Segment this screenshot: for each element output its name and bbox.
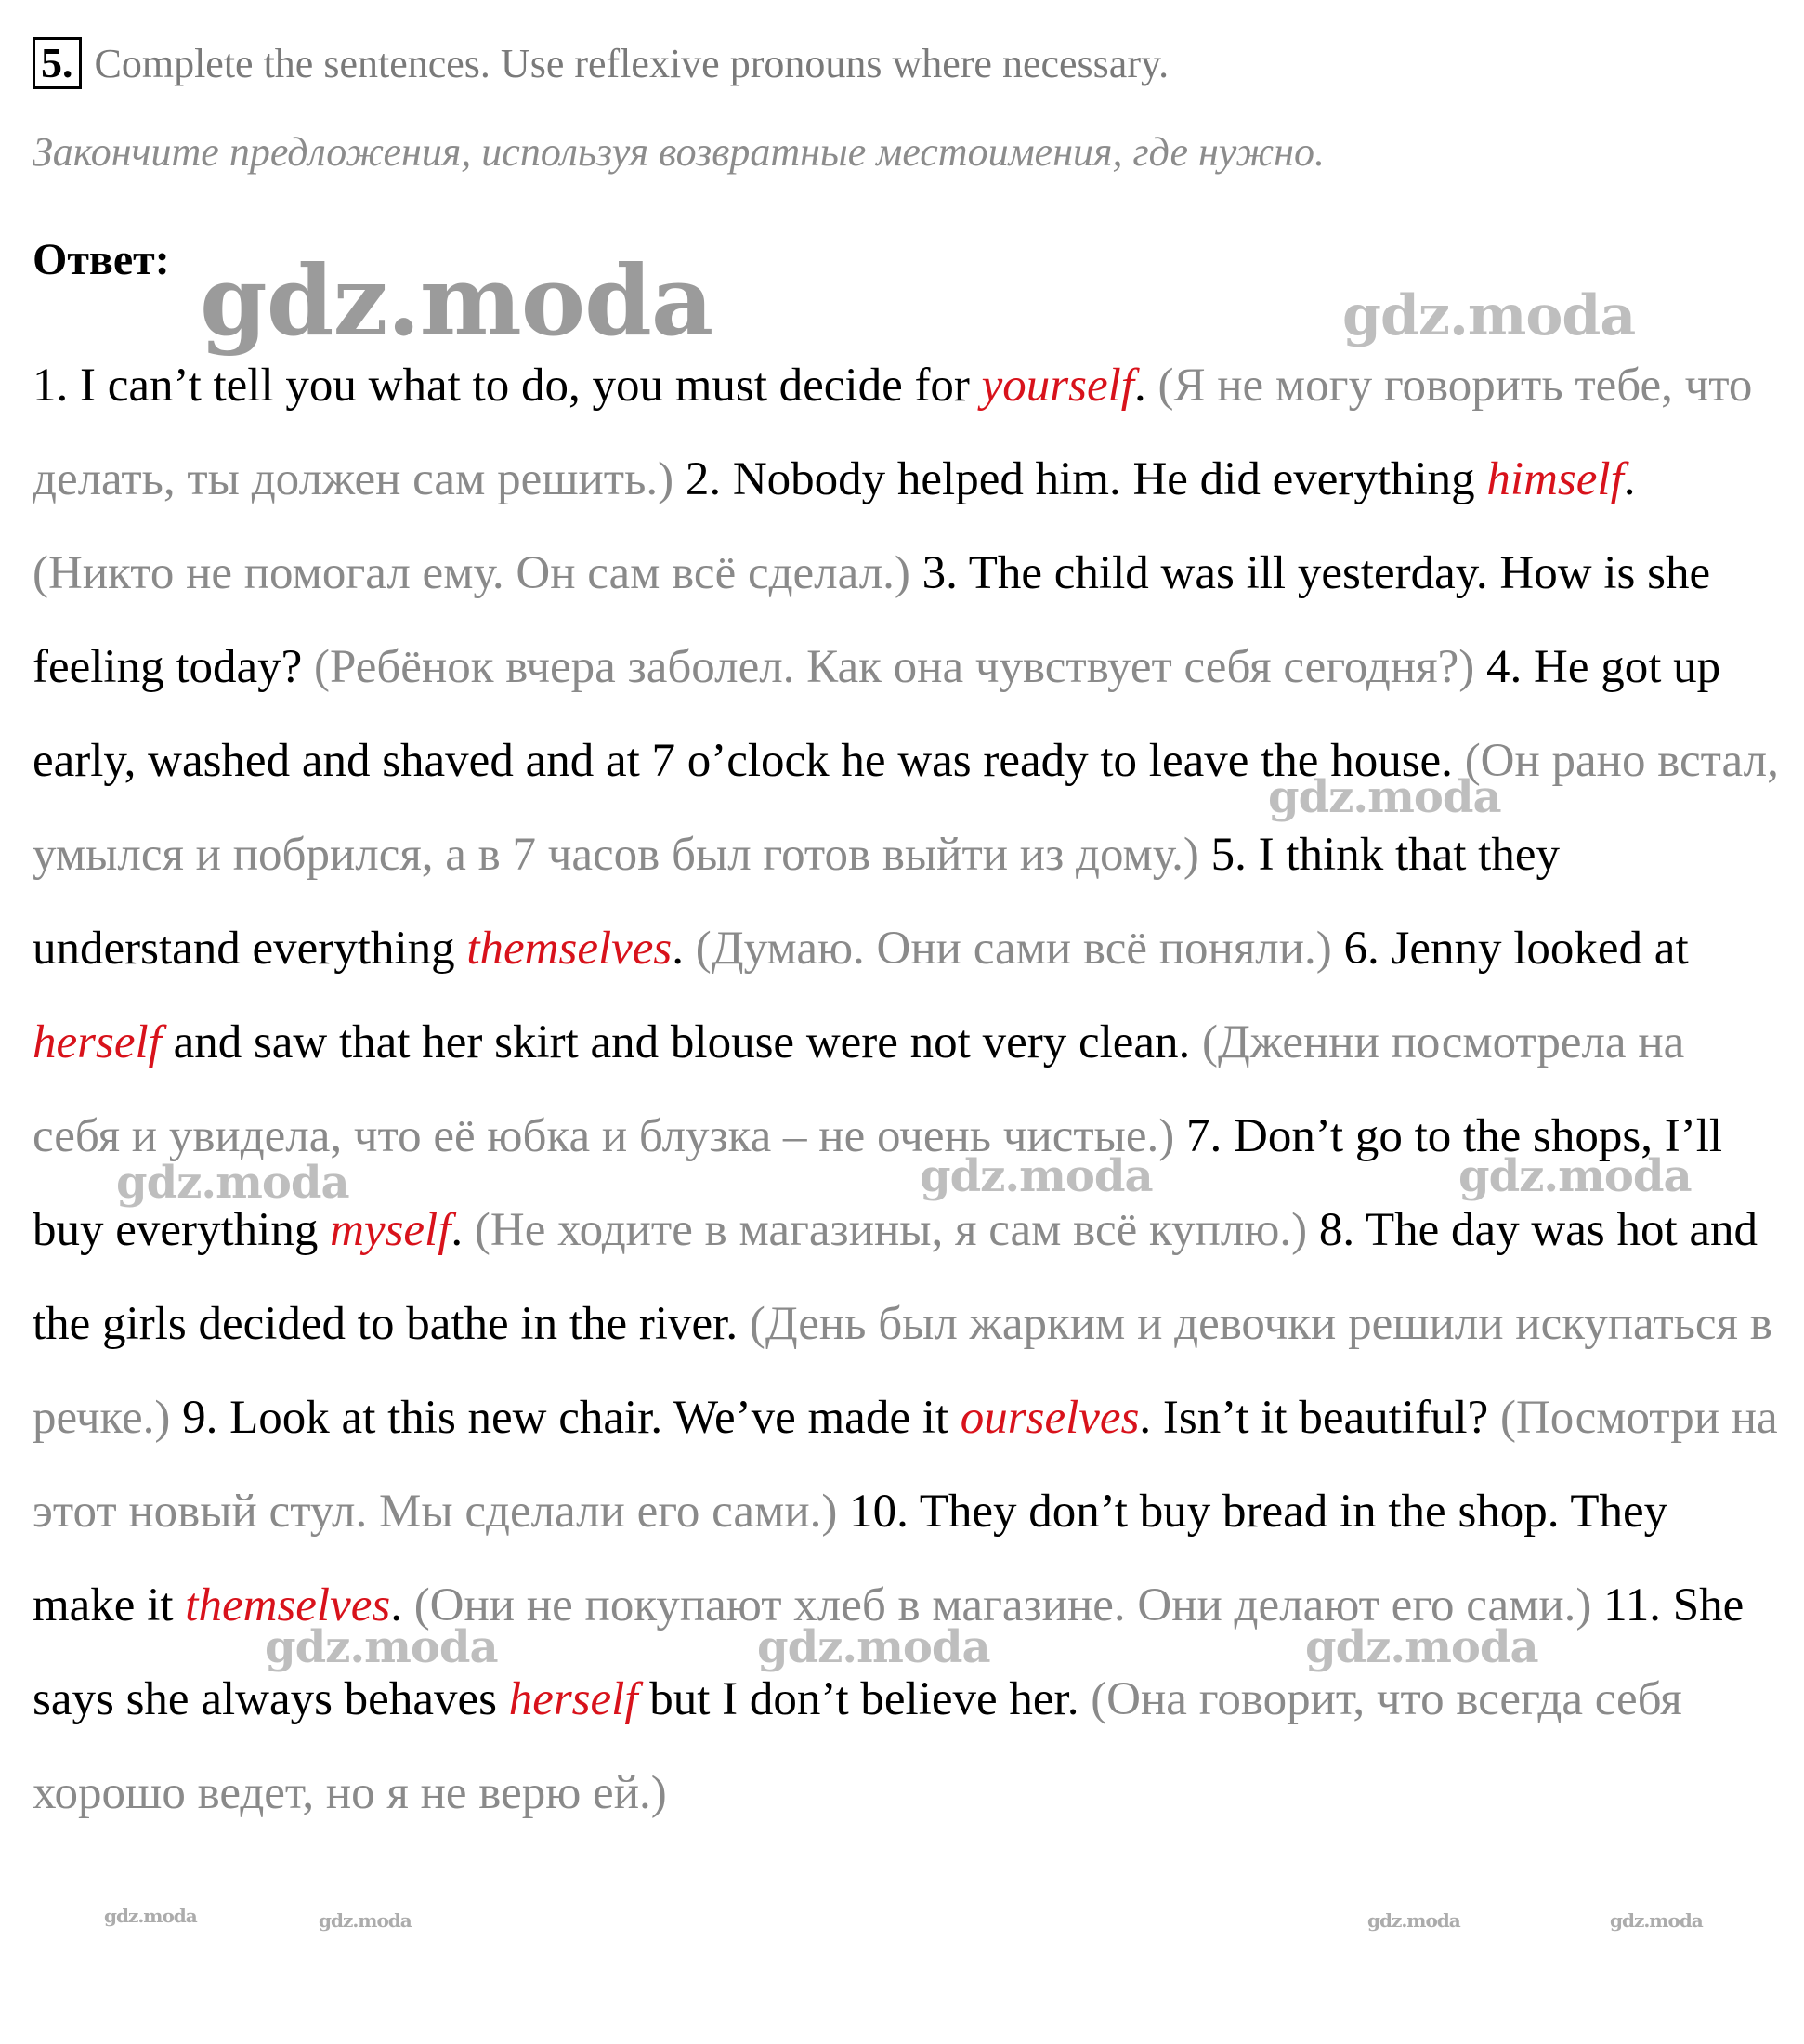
sentence-text: 10. They don’t buy bread in the shop. They make it	[33, 1486, 1668, 1631]
translation-text: (Ребёнок вчера заболел. Как она чувствует себя сегодня?)	[314, 641, 1486, 693]
sentence-text: 1. I can’t tell you what to do, you must decide for	[33, 360, 982, 412]
translation-text: (Думаю. Они сами всё поняли.)	[695, 923, 1344, 975]
answer-label: Ответ:	[33, 235, 170, 284]
sentence-text: . Isn’t it beautiful?	[1139, 1392, 1500, 1444]
sentence-text: 7. Don’t go to the shops, I’ll buy everything	[33, 1110, 1723, 1256]
task-instruction-en: Complete the sentences. Use reflexive pronouns where necessary.	[94, 40, 1170, 86]
translation-text: (Она говорит, что всегда себя хорошо ведет, но я не верю ей.)	[33, 1673, 1682, 1819]
task-number: 5.	[33, 37, 82, 89]
sentence-text: 9. Look at this new chair. We’ve made it	[182, 1392, 961, 1444]
translation-text: (День был жарким и девочки решили искупаться в речке.)	[33, 1298, 1772, 1444]
watermark-logo: gdz.moda	[200, 243, 713, 358]
reflexive-pronoun: herself	[508, 1673, 638, 1725]
translation-text: (Они не покупают хлеб в магазине. Они делают его сами.)	[413, 1579, 1604, 1631]
watermark-logo: gdz.moda	[757, 1621, 990, 1673]
translation-text: (Дженни посмотрела на себя и увидела, что её юбка и блузка – не очень чистые.)	[33, 1016, 1685, 1162]
reflexive-pronoun: myself	[330, 1204, 451, 1256]
translation-text: (Не ходите в магазины, я сам всё куплю.)	[474, 1204, 1319, 1256]
sentence-text: 6. Jenny looked at	[1343, 923, 1689, 975]
reflexive-pronoun: herself	[33, 1016, 162, 1068]
translation-text: (Я не могу говорить тебе, что делать, ты должен сам решить.)	[33, 360, 1753, 505]
task-header	[33, 37, 1169, 89]
watermark-logo: gdz.moda	[920, 1150, 1153, 1202]
watermark-logo: gdz.moda	[1342, 283, 1636, 348]
reflexive-pronoun: themselves	[466, 923, 673, 975]
sentence-text: 3. The child was ill yesterday. How is she feeling today?	[33, 547, 1711, 693]
watermark-logo: gdz.moda	[319, 1909, 412, 1932]
watermark-logo: gdz.moda	[104, 1905, 197, 1927]
reflexive-pronoun: themselves	[185, 1579, 391, 1631]
sentence-text: 8. The day was hot and the girls decided to bathe in the river.	[33, 1204, 1758, 1350]
translation-text: (Посмотри на этот новый стул. Мы сделали его сами.)	[33, 1392, 1778, 1538]
reflexive-pronoun: ourselves	[960, 1392, 1140, 1444]
sentence-text: 11. She says she always behaves	[33, 1579, 1745, 1725]
sentence-text: 4. He got up early, washed and shaved and at 7 o’clock he was ready to leave the house.	[33, 641, 1721, 787]
reflexive-pronoun: himself	[1486, 453, 1624, 505]
watermark-logo: gdz.moda	[265, 1621, 498, 1673]
watermark-logo: gdz.moda	[1367, 1909, 1460, 1932]
sentence-text: .	[672, 923, 696, 975]
watermark-logo: gdz.moda	[1610, 1909, 1703, 1932]
sentence-text: 5. I think that they understand everything	[33, 829, 1560, 975]
reflexive-pronoun: yourself	[981, 360, 1134, 412]
watermark-logo: gdz.moda	[1305, 1621, 1538, 1673]
sentence-text: .	[1133, 360, 1158, 412]
sentence-text: and saw that her skirt and blouse were not very clean.	[161, 1016, 1203, 1068]
translation-text: (Он рано встал, умылся и побрился, а в 7 часов был готов выйти из дому.)	[33, 735, 1779, 881]
sentence-text: but I don’t believe her.	[637, 1673, 1092, 1725]
watermark-logo: gdz.moda	[116, 1157, 349, 1209]
answer-text	[33, 339, 1779, 1841]
sentence-text: .	[451, 1204, 475, 1256]
watermark-logo: gdz.moda	[1268, 771, 1501, 823]
sentence-text: .	[390, 1579, 414, 1631]
watermark-logo: gdz.moda	[1458, 1150, 1692, 1202]
task-instruction-ru: Закончите предложения, используя возвратные местоимения, где нужно.	[33, 129, 1325, 175]
sentence-text: .	[1623, 453, 1636, 505]
translation-text: (Никто не помогал ему. Он сам всё сделал.)	[33, 547, 922, 599]
sentence-text: 2. Nobody helped him. He did everything	[685, 453, 1487, 505]
